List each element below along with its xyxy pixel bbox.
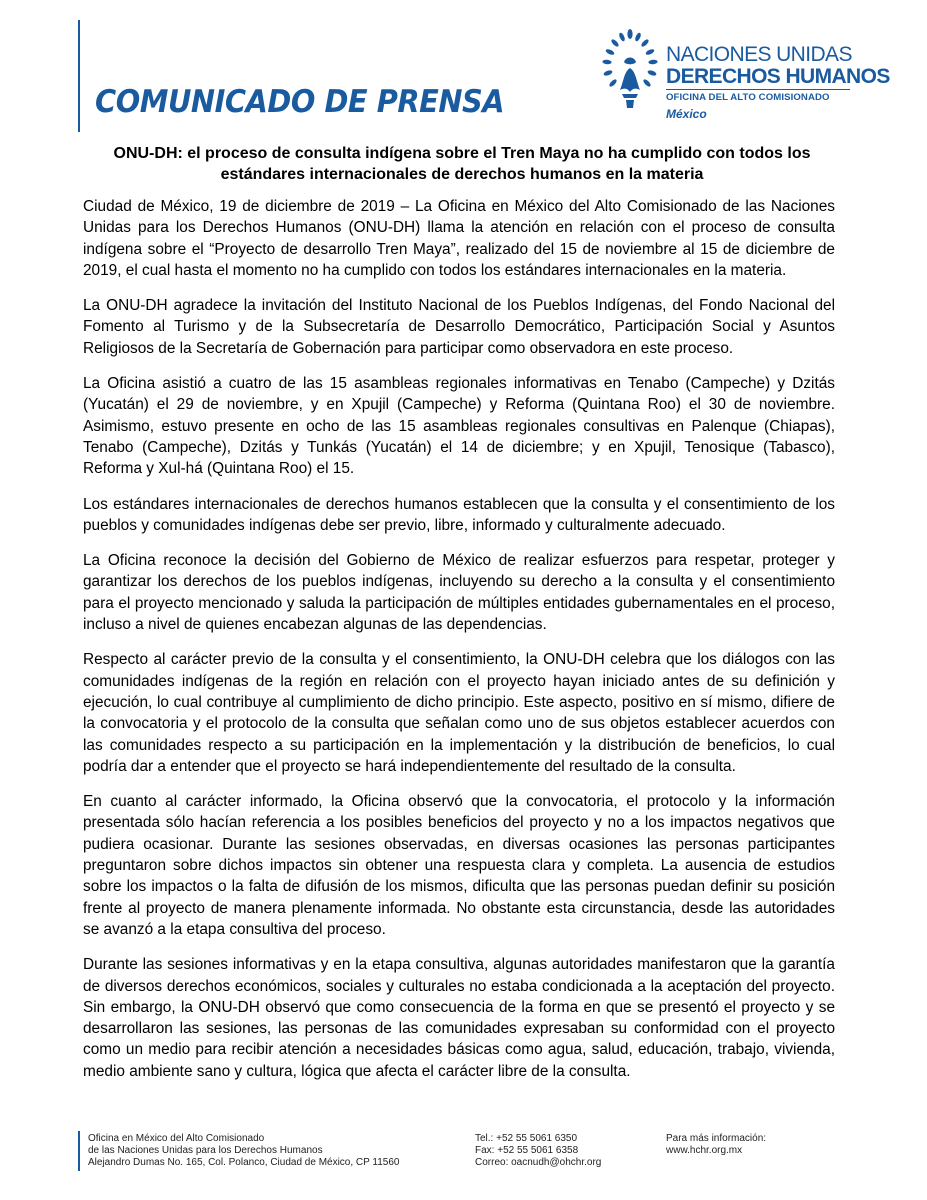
- paragraph: En cuanto al carácter informado, la Oficina observó que la convocatoria, el protocolo y la información presentada sólo hacían referencia a los posibles beneficios del proyecto y no a los impactos negativos que pudiera ocasionar. Durante las sesiones observadas, en diversas ocasiones las personas participantes preguntaron sobre dichos impactos sin obtener una respuesta clara y completa. La ausencia de estudios sobre los impactos o la falta de difusión de los mismos, dificulta que las personas puedan definir su posición frente al proyecto de manera plenamente informada. No obstante esta circunstancia, desde las autoridades se avanzó a la etapa consultiva del proceso.: [83, 793, 835, 938]
- logo-text-naciones-unidas: NACIONES UNIDAS: [666, 43, 852, 66]
- footer-address: [88, 1133, 399, 1170]
- un-human-rights-logo: [602, 28, 890, 124]
- paragraph: Ciudad de México, 19 de diciembre de 2019 – La Oficina en México del Alto Comisionado de las Naciones Unidas para los Derechos Humanos (ONU-DH) llama la atención en relación con el proceso de consulta indígena sobre el “Proyecto de desarrollo Tren Maya”, realizado del 15 de noviembre al 15 de diciembre de 2019, el cual hasta el momento no ha cumplido con todos los estándares internacionales en la materia.: [83, 198, 835, 279]
- paragraph: La Oficina reconoce la decisión del Gobierno de México de realizar esfuerzos para respetar, proteger y garantizar los derechos de los pueblos indígenas, incluyendo su derecho a la consulta y el consentimiento para el proyecto mencionado y saluda la participación de múltiples entidades gubernamentales en el proceso, incluso a nivel de quienes encabezan algunas de las dependencias.: [83, 552, 835, 634]
- footer-phone: Tel.: +52 55 5061 6350: [475, 1133, 578, 1144]
- logo-divider: [666, 89, 850, 90]
- page-title: COMUNICADO DE PRENSA: [95, 84, 505, 120]
- headline: ONU-DH: el proceso de consulta indígena sobre el Tren Maya no ha cumplido con todos los estándares internacionales de derechos humanos en la materia: [113, 145, 811, 183]
- logo-text-oficina: OFICINA DEL ALTO COMISIONADO: [666, 92, 830, 103]
- footer-address-line: Alejandro Dumas No. 165, Col. Polanco, Ciudad de México, CP 11560: [88, 1157, 400, 1169]
- footer-website-link[interactable]: www.hchr.org.mx: [666, 1145, 743, 1157]
- paragraph: La Oficina asistió a cuatro de las 15 asambleas regionales informativas en Tenabo (Campeche) y Dzitás (Yucatán) el 29 de noviembre, y en Xpujil (Campeche) y Reforma (Quintana Roo) el 30 de noviembre. Asimismo, estuvo presente en ocho de las 15 asambleas regionales consultivas en Palenque (Chiapas), Tenabo (Campeche), Dzitás y Tunkás (Yucatán) el 14 de diciembre; y en Xpujil, Tenosique (Tabasco), Reforma y Xul-há (Quintana Roo) el 15.: [83, 375, 835, 478]
- footer-divider: [78, 1131, 80, 1171]
- footer-address-line: Oficina en México del Alto Comisionado: [88, 1133, 265, 1144]
- header-divider: [78, 20, 80, 132]
- logo-text-derechos-humanos: DERECHOS HUMANOS: [666, 65, 890, 88]
- footer-fax: Fax: +52 55 5061 6358: [475, 1145, 579, 1157]
- un-emblem-icon: [602, 28, 658, 110]
- paragraph: La ONU-DH agradece la invitación del Instituto Nacional de los Pueblos Indígenas, del Fondo Nacional del Fomento al Turismo y de la Subsecretaría de Desarrollo Democrático, Participación Social y Asuntos Religiosos de la Secretaría de Gobernación para participar como observadora en este proceso.: [83, 297, 835, 357]
- footer-more-info: [666, 1133, 766, 1157]
- paragraph: Respecto al carácter previo de la consulta y el consentimiento, la ONU-DH celebra que los diálogos con las comunidades indígenas de la región en relación con el proyecto hayan iniciado antes de su definición y ejecución, lo cual contribuye al cumplimiento de dicho principio. Este aspecto, positivo en sí mismo, difiere de la convocatoria y el protocolo de la consulta que señalan como uno de sus objetos establecer acuerdos con las comunidades respecto a su participación en la implementación y la distribución de beneficios, lo cual podría dar a entender que el proyecto se hará independientemente del resultado de la consulta.: [83, 651, 835, 775]
- footer-email[interactable]: Correo: oacnudh@ohchr.org: [475, 1157, 602, 1169]
- footer-more-info-label: Para más información:: [666, 1133, 767, 1144]
- paragraph: Los estándares internacionales de derechos humanos establecen que la consulta y el consentimiento de los pueblos y comunidades indígenas debe ser previo, libre, informado y culturalmente adecuado.: [83, 495, 835, 534]
- logo-text-country: México: [666, 107, 707, 121]
- paragraph: Durante las sesiones informativas y en la etapa consultiva, algunas autoridades manifestaron que la garantía de diversos derechos económicos, sociales y culturales no estaba condicionada a la aceptación del proyecto. Sin embargo, la ONU-DH observó que como consecuencia de la forma en que se presentó el proyecto y se desarrollaron las sesiones, las personas de las comunidades expresaban su conformidad con el proyecto como un medio para recibir atención a necesidades básicas como agua, salud, educación, trabajo, vivienda, medio ambiente sano y cultura, lógica que afecta el carácter libre de la consulta.: [83, 956, 835, 1080]
- article-body: [83, 196, 835, 1096]
- footer-address-line: de las Naciones Unidas para los Derechos Humanos: [88, 1145, 323, 1157]
- footer-contact: [475, 1133, 601, 1170]
